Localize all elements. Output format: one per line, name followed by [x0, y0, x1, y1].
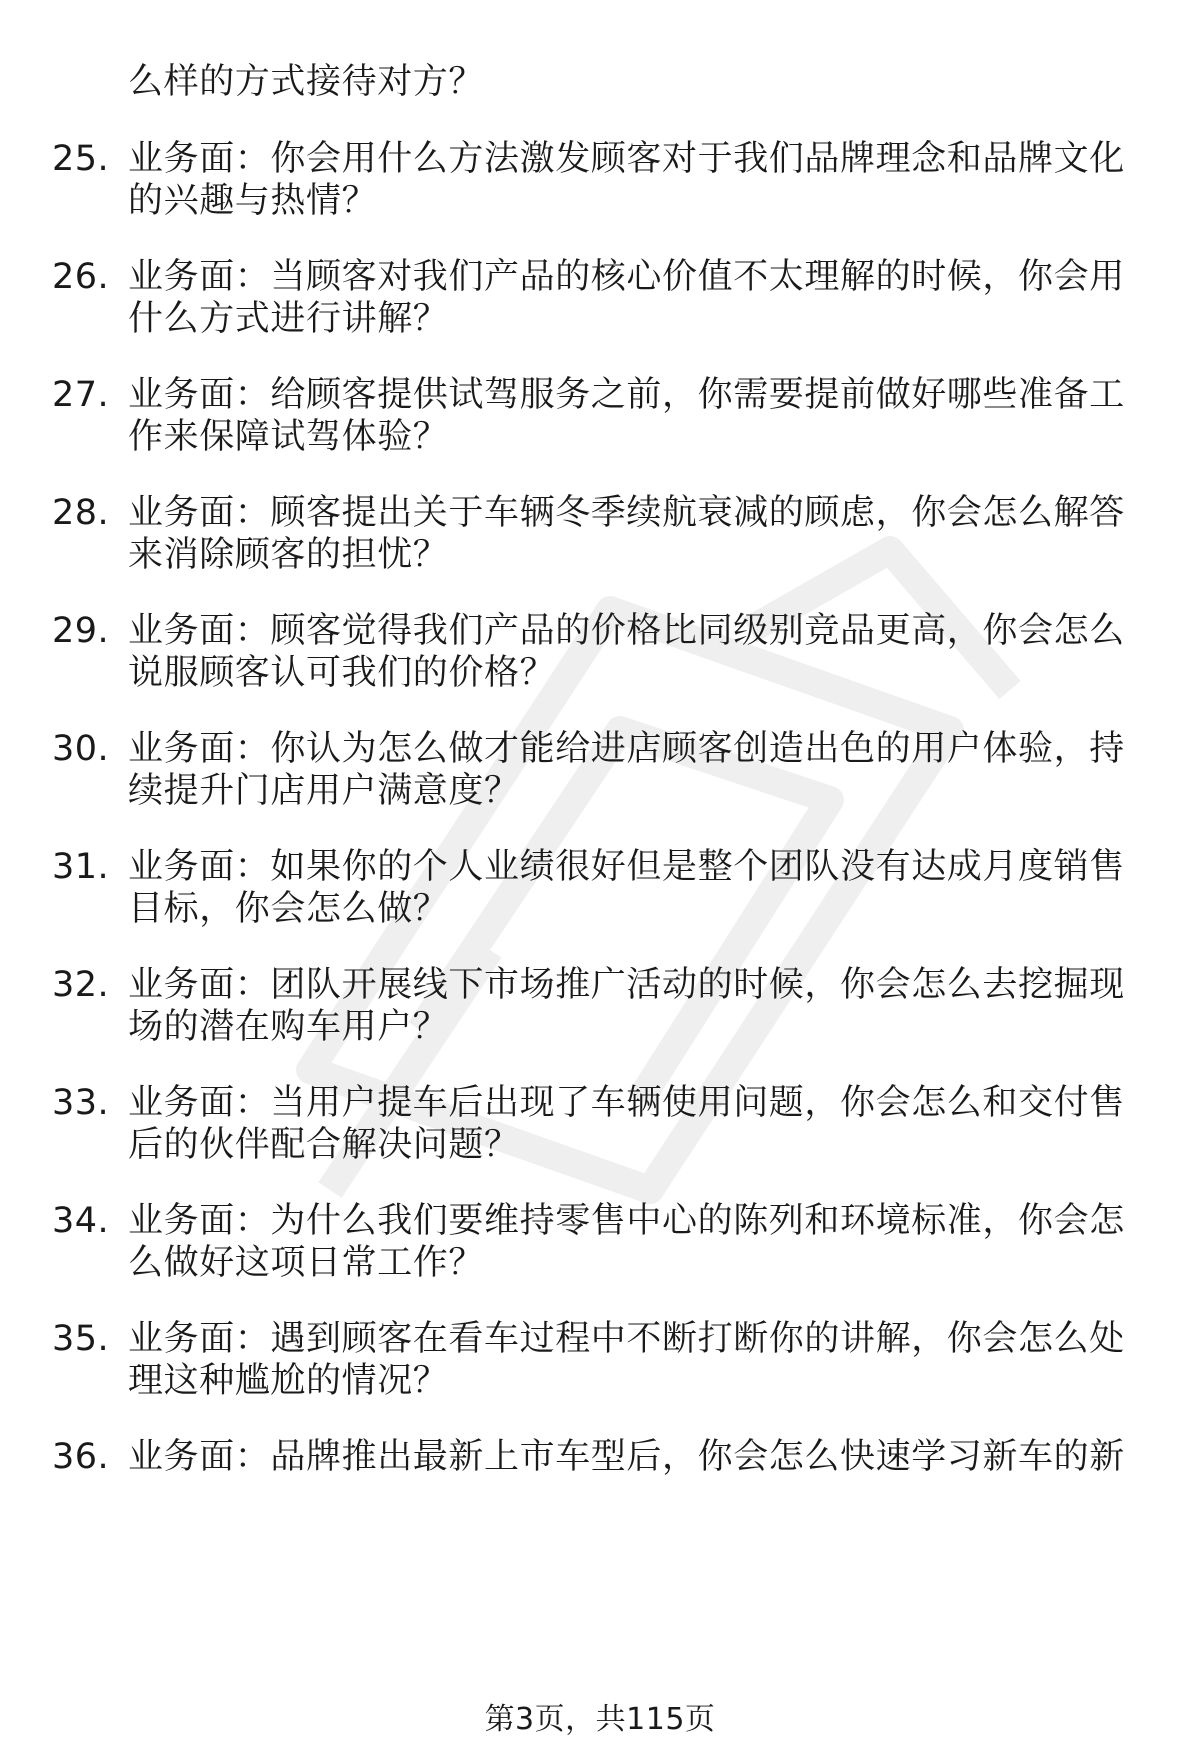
- question-text-line1: 业务面：当用户提车后出现了车辆使用问题，你会怎么和交付售: [128, 1083, 1125, 1123]
- question-text-line2: 目标，你会怎么做？: [128, 889, 449, 929]
- question-text-line2: 么做好这项日常工作？: [128, 1243, 485, 1283]
- question-number: 32.: [52, 965, 110, 1005]
- list-item-continuation: [0, 1237, 1200, 1289]
- question-number: 28.: [52, 493, 110, 533]
- question-text-line1: 业务面：遇到顾客在看车过程中不断打断你的讲解，你会怎么处: [128, 1319, 1125, 1359]
- list-item-continuation: [0, 883, 1200, 935]
- list-item-continuation: [0, 56, 1200, 108]
- question-text-line2: 场的潜在购车用户？: [128, 1007, 449, 1047]
- question-text-line2: 说服顾客认可我们的价格？: [128, 653, 556, 693]
- question-text-line1: 业务面：顾客提出关于车辆冬季续航衰减的顾虑，你会怎么解答: [128, 493, 1125, 533]
- list-item-continuation: [0, 175, 1200, 227]
- question-text-line1: 业务面：顾客觉得我们产品的价格比同级别竞品更高，你会怎么: [128, 611, 1125, 651]
- list-item-continuation: [0, 647, 1200, 699]
- question-text-line1: 业务面：为什么我们要维持零售中心的陈列和环境标准，你会怎: [128, 1201, 1125, 1241]
- question-number: 26.: [52, 257, 110, 297]
- question-number: 25.: [52, 139, 110, 179]
- list-item-continuation: [0, 1119, 1200, 1171]
- list-item-continuation: [0, 765, 1200, 817]
- question-number: 27.: [52, 375, 110, 415]
- question-text-line1: 业务面：当顾客对我们产品的核心价值不太理解的时候，你会用: [128, 257, 1125, 297]
- list-item-continuation: [0, 1001, 1200, 1053]
- question-text-line1: 业务面：你会用什么方法激发顾客对于我们品牌理念和品牌文化: [128, 139, 1125, 179]
- question-text-line1: 业务面：如果你的个人业绩很好但是整个团队没有达成月度销售: [128, 847, 1125, 887]
- question-number: 30.: [52, 729, 110, 769]
- question-number: 29.: [52, 611, 110, 651]
- question-number: 34.: [52, 1201, 110, 1241]
- question-text-line2: 的兴趣与热情？: [128, 181, 378, 221]
- question-number: 33.: [52, 1083, 110, 1123]
- list-item-continuation: [0, 529, 1200, 581]
- question-text-line2: 来消除顾客的担忧？: [128, 535, 449, 575]
- list-item-continuation: [0, 1355, 1200, 1407]
- list-item-continuation: [0, 293, 1200, 345]
- question-text-line1: 业务面：给顾客提供试驾服务之前，你需要提前做好哪些准备工: [128, 375, 1125, 415]
- question-text-line2: 续提升门店用户满意度？: [128, 771, 520, 811]
- list-item: [0, 1431, 1200, 1483]
- question-text-line2: 么样的方式接待对方？: [128, 62, 485, 102]
- question-number: 36.: [52, 1437, 110, 1477]
- question-text-line2: 后的伙伴配合解决问题？: [128, 1125, 520, 1165]
- question-text-line1: 业务面：团队开展线下市场推广活动的时候，你会怎么去挖掘现: [128, 965, 1125, 1005]
- question-text-line1: 业务面：品牌推出最新上市车型后，你会怎么快速学习新车的新: [128, 1437, 1125, 1477]
- list-item-continuation: [0, 411, 1200, 463]
- question-text-line2: 什么方式进行讲解？: [128, 299, 449, 339]
- question-text-line1: 业务面：你认为怎么做才能给进店顾客创造出色的用户体验，持: [128, 729, 1125, 769]
- question-text-line2: 理这种尴尬的情况？: [128, 1361, 449, 1401]
- page-footer: 第3页，共115页: [484, 1702, 716, 1737]
- question-number: 31.: [52, 847, 110, 887]
- question-text-line2: 作来保障试驾体验？: [128, 417, 449, 457]
- question-number: 35.: [52, 1319, 110, 1359]
